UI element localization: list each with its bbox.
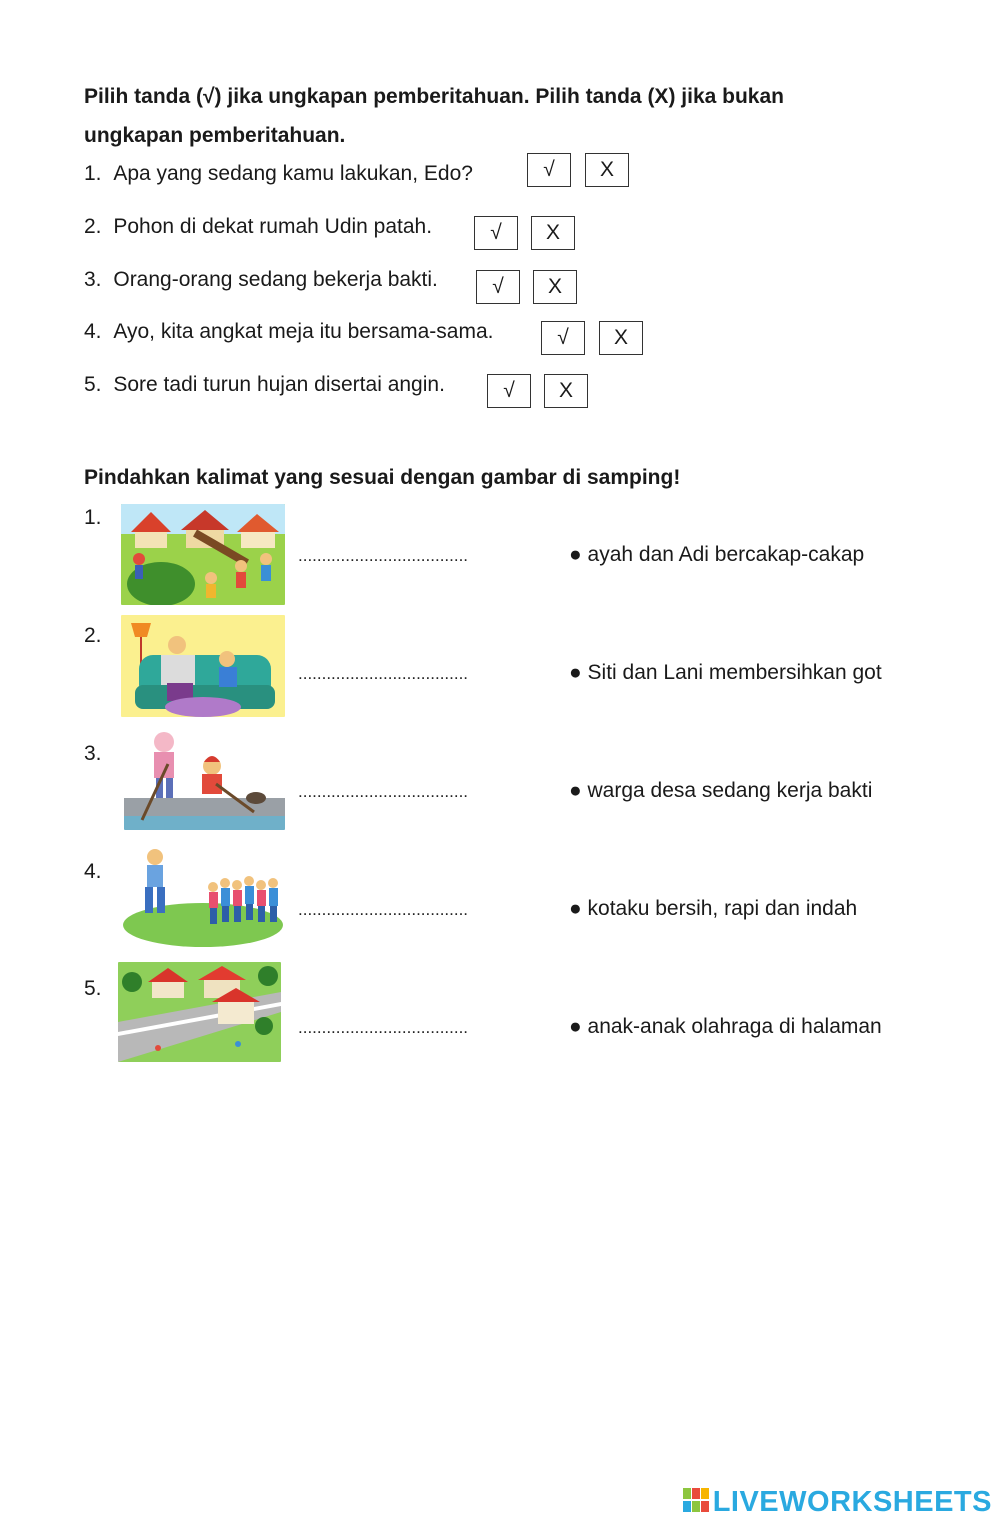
question-text: Orang-orang sedang bekerja bakti.: [113, 268, 438, 291]
cross-box-q1[interactable]: X: [585, 153, 629, 187]
question-3: [84, 268, 438, 292]
question-number: 4.: [84, 320, 102, 343]
option-4[interactable]: ● kotaku bersih, rapi dan indah: [569, 897, 858, 920]
question-2: [84, 215, 432, 239]
answer-blank-2[interactable]: ....................................: [298, 664, 469, 683]
brand-text: LIVEWORKSHEETS: [712, 1486, 992, 1518]
answer-blank-5[interactable]: ....................................: [298, 1018, 469, 1037]
question-number: 5.: [84, 373, 102, 396]
children-exercising-icon: [121, 845, 285, 948]
check-box-q3[interactable]: √: [476, 270, 520, 304]
answer-blank-1[interactable]: ....................................: [298, 546, 469, 565]
question-text: Ayo, kita angkat meja itu bersama-sama.: [113, 320, 494, 343]
answer-blank-3[interactable]: ....................................: [298, 782, 469, 801]
question-number: 2.: [84, 215, 102, 238]
question-5: [84, 373, 445, 397]
instruction-line-1: Pilih tanda (√) jika ungkapan pemberitahuan. Pilih tanda (X) jika bukan: [84, 85, 784, 108]
people-working-together-icon: [121, 504, 285, 605]
check-box-q4[interactable]: √: [541, 321, 585, 355]
children-cleaning-gutter-icon: [124, 728, 285, 830]
item-number-5: 5.: [84, 977, 102, 1000]
question-text: Sore tadi turun hujan disertai angin.: [113, 373, 445, 396]
item-number-3: 3.: [84, 742, 102, 765]
question-1: [84, 162, 473, 186]
section2-instruction: Pindahkan kalimat yang sesuai dengan gambar di samping!: [84, 466, 681, 489]
answer-blank-4[interactable]: ....................................: [298, 900, 469, 919]
question-number: 3.: [84, 268, 102, 291]
tidy-town-icon: [118, 962, 281, 1062]
option-2[interactable]: ● Siti dan Lani membersihkan got: [569, 661, 882, 684]
option-1[interactable]: ● ayah dan Adi bercakap-cakap: [569, 543, 865, 566]
item-number-4: 4.: [84, 860, 102, 883]
footer-brand: [683, 1486, 992, 1519]
check-box-q2[interactable]: √: [474, 216, 518, 250]
liveworksheets-logo-icon: [683, 1488, 709, 1517]
cross-box-q5[interactable]: X: [544, 374, 588, 408]
father-and-child-on-sofa-icon: [121, 615, 285, 717]
question-number: 1.: [84, 162, 102, 185]
item-number-1: 1.: [84, 506, 102, 529]
question-4: [84, 320, 493, 344]
option-3[interactable]: ● warga desa sedang kerja bakti: [569, 779, 873, 802]
check-box-q1[interactable]: √: [527, 153, 571, 187]
question-text: Apa yang sedang kamu lakukan, Edo?: [113, 162, 473, 185]
instruction-line-2: ungkapan pemberitahuan.: [84, 124, 346, 147]
cross-box-q3[interactable]: X: [533, 270, 577, 304]
check-box-q5[interactable]: √: [487, 374, 531, 408]
option-5[interactable]: ● anak-anak olahraga di halaman: [569, 1015, 882, 1038]
item-number-2: 2.: [84, 624, 102, 647]
cross-box-q4[interactable]: X: [599, 321, 643, 355]
cross-box-q2[interactable]: X: [531, 216, 575, 250]
question-text: Pohon di dekat rumah Udin patah.: [113, 215, 433, 238]
